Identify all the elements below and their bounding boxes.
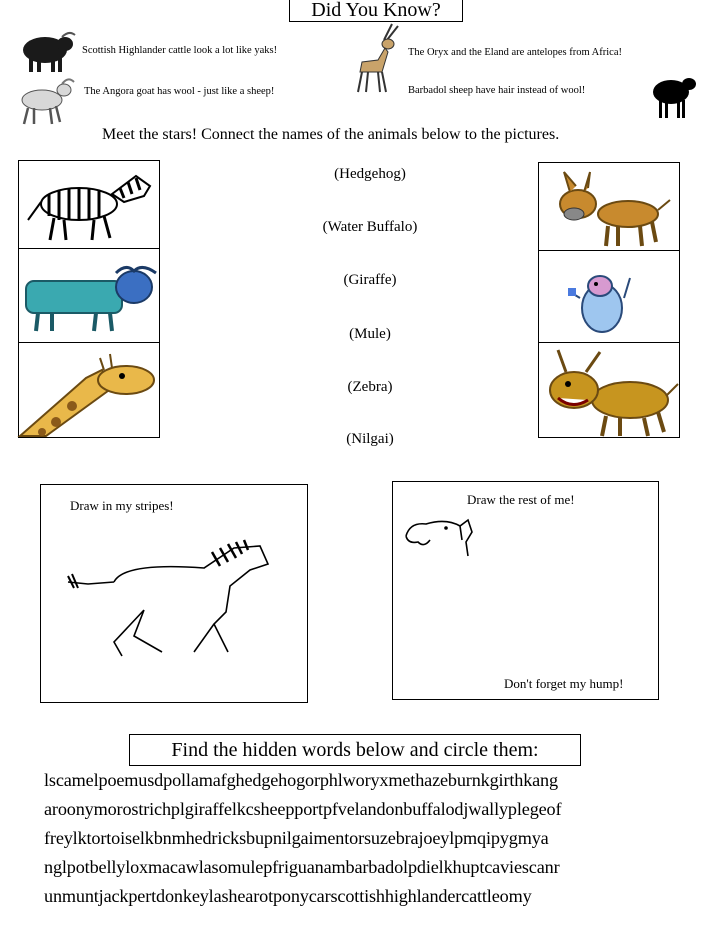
wordsearch-line: unmuntjackpertdonkeylashearotponycarscottishhighlandercattleomy — [44, 886, 532, 906]
wordsearch-line: nglpotbellyloxmacawlasomulepfriguanambarbadolpdielkhuptcaviescanr — [44, 857, 560, 877]
name-nilgai: (Nilgai) — [346, 431, 394, 447]
hump-reminder-label: Don't forget my hump! — [504, 676, 624, 691]
nilgai-picture — [544, 348, 680, 438]
hedgehog-picture — [568, 268, 638, 338]
goat-icon — [12, 76, 76, 126]
water-buffalo-picture — [22, 263, 160, 333]
wordsearch-line: aroonymorostrichplgiraffelkcsheepportpfvelandonbuffalodjwallyplegeof — [44, 799, 562, 819]
page-title: Did You Know? — [289, 0, 463, 22]
yak-icon — [15, 28, 77, 74]
wordsearch-line: freylktortoiselkbnmhedricksbupnilgaimentorsuzebrajoeylpmqipygmya — [44, 828, 549, 848]
zebra-picture — [24, 164, 154, 244]
name-mule: (Mule) — [349, 326, 391, 342]
fact-angora-goat: The Angora goat has wool - just like a sheep! — [84, 86, 275, 97]
wordsearch-line: lscamelpoemusdpollamafghedgehogorphlworyxmethazeburnkgirthkang — [44, 770, 558, 790]
mule-picture — [556, 170, 672, 250]
zebra-outline — [64, 532, 270, 662]
camel-head-outline — [402, 512, 474, 558]
fact-highlander: Scottish Highlander cattle look a lot like yaks! — [82, 45, 278, 56]
name-hedgehog: (Hedgehog) — [334, 166, 406, 182]
wordsearch-heading: Find the hidden words below and circle them: — [129, 734, 581, 766]
name-zebra: (Zebra) — [347, 379, 393, 395]
fact-barbadol-sheep: Barbadol sheep have hair instead of wool! — [408, 85, 586, 96]
draw-rest-label: Draw the rest of me! — [467, 492, 575, 507]
matching-instruction: Meet the stars! Connect the names of the animals below to the pictures. — [102, 126, 560, 143]
name-giraffe: (Giraffe) — [343, 272, 397, 288]
fact-oryx-eland: The Oryx and the Eland are antelopes from Africa! — [408, 47, 622, 58]
antelope-icon — [352, 22, 404, 94]
draw-stripes-label: Draw in my stripes! — [70, 498, 174, 513]
giraffe-picture — [16, 348, 156, 438]
black-sheep-icon — [647, 70, 699, 122]
name-water-buffalo: (Water Buffalo) — [322, 219, 418, 235]
